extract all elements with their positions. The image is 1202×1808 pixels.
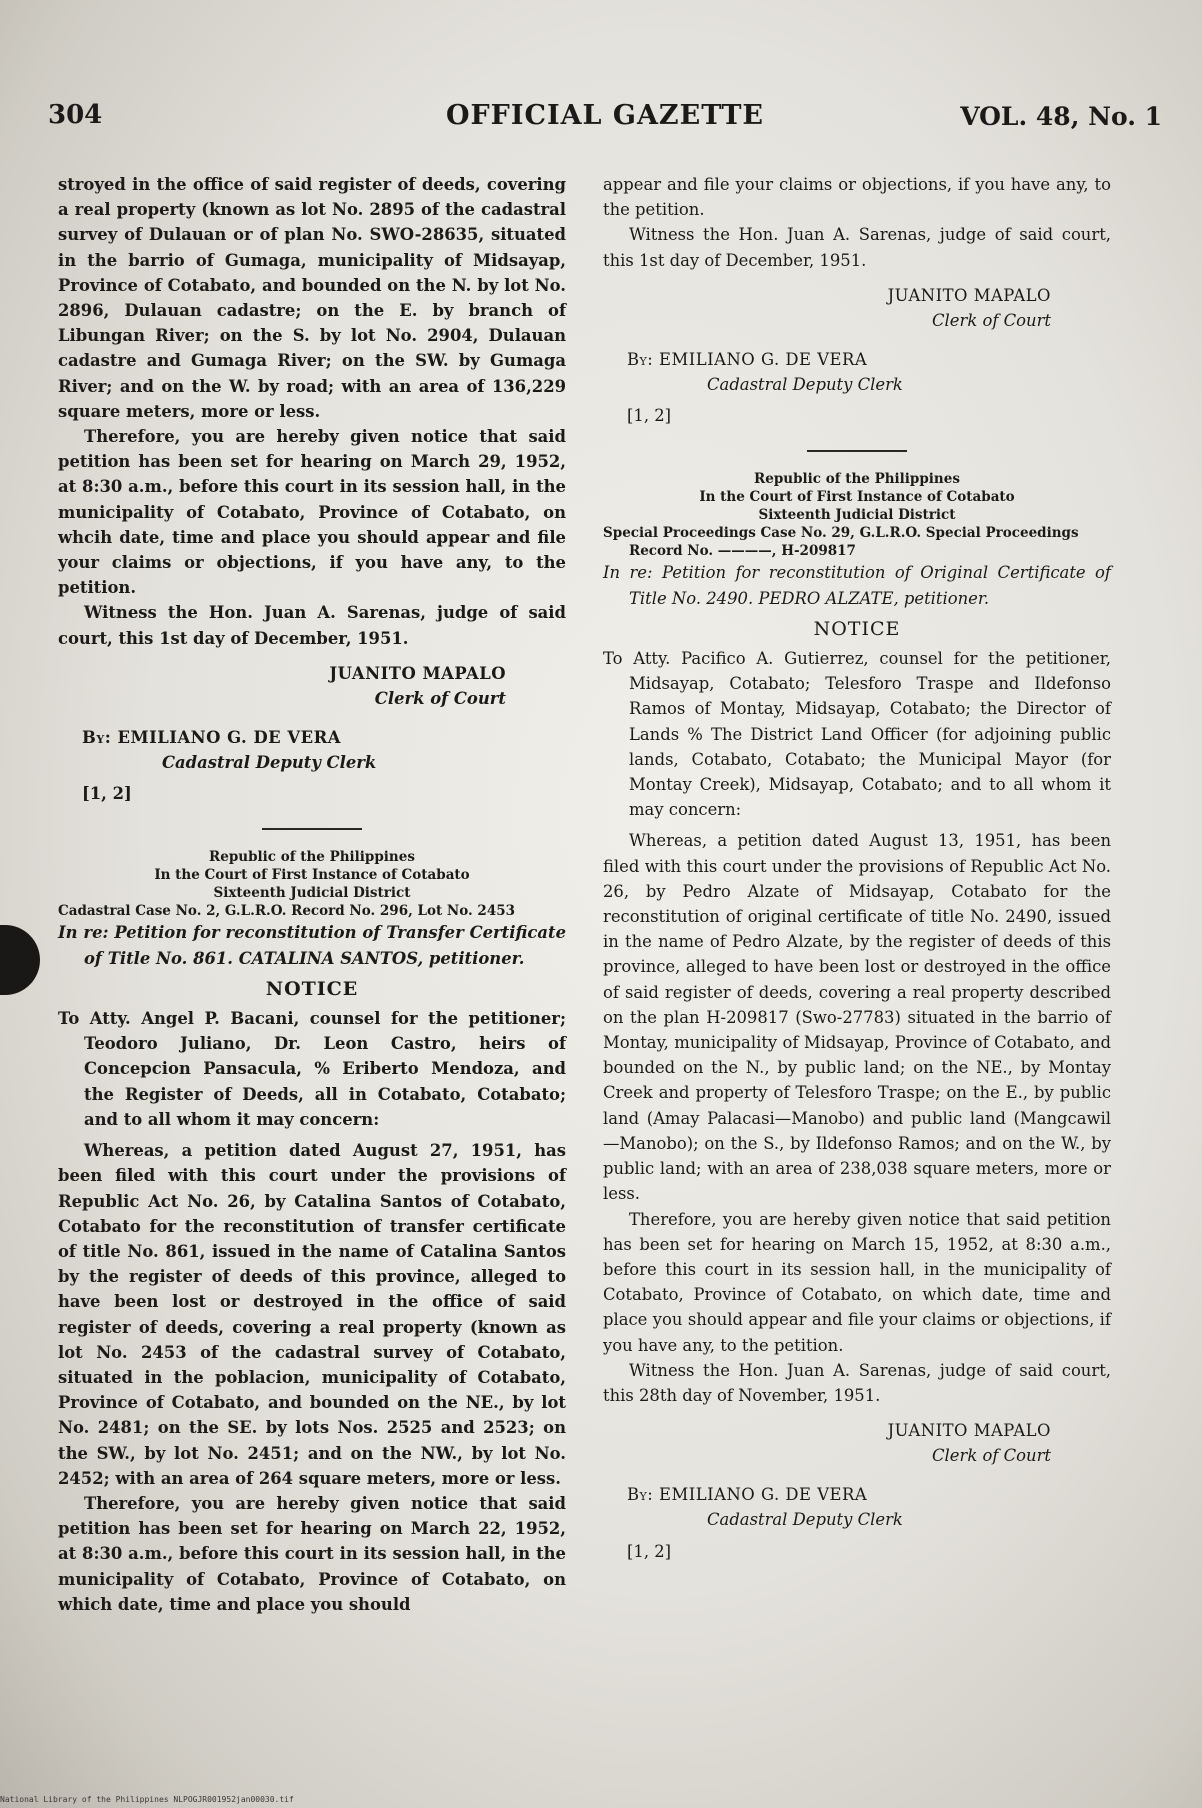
right-paragraph-4: Therefore, you are hereby given notice that said petition has been set for hearing on March 15, 1952, at 8:30 a.m., before this court in its session hall, in the municipality of Cotabato, Province of Cotabato, on which date, time and place you should appear and file your claims or objections, if you have any, to the petition. (603, 1209, 1111, 1355)
in-re: In re: Petition for reconstitution of Original Certificate of Title No. 2490. PEDRO ALZATE, petitioner. (603, 563, 1111, 608)
gazette-title: OFFICIAL GAZETTE (445, 100, 765, 131)
right-paragraph-2: Witness the Hon. Juan A. Sarenas, judge of said court, this 1st day of December, 1951. (603, 225, 1111, 270)
page-header (48, 100, 1162, 140)
right-by-block-1 (603, 347, 1111, 397)
court-line-3: Sixteenth Judicial District (758, 507, 956, 524)
volume-label: VOL. 48, No. 1 (960, 102, 1162, 131)
issue-bracket: [1, 2] (627, 1541, 672, 1561)
by-title: Cadastral Deputy Clerk (707, 1510, 903, 1530)
left-paragraph-5: Therefore, you are hereby given notice that said petition has been set for hearing on March 22, 1952, at 8:30 a.m., before this court in its session hall, in the municipality of Cotabato, Province of Cotabato, on which date, time and place you should (58, 1493, 566, 1614)
scan-artifact (0, 925, 40, 995)
issue-bracket: [1, 2] (82, 784, 132, 804)
left-by-block (58, 725, 566, 775)
case-number: Special Proceedings Case No. 29, G.L.R.O. Special Proceedings Record No. ————, H-209817 (603, 525, 1079, 560)
section-divider (262, 828, 362, 830)
left-paragraph-1: stroyed in the office of said register of deeds, covering a real property (known as lot No. 2895 of the cadastral survey of Dulauan or of plan No. SWO-28635, situated in the barrio of Gumaga, municipality of Midsayap, Province of Cotabato, and bounded on the N. by lot No. 2896, Dulauan cadastre; on the E. by branch of Libungan River; on the S. by lot No. 2904, Dulauan cadastre and Gumaga River; on the SW. by Gumaga River; and on the W. by road; with an area of 136,229 square meters, more or less. (58, 175, 566, 421)
left-paragraph-4: Whereas, a petition dated August 27, 1951, has been filed with this court under the provisions of Republic Act No. 26, by Catalina Santos of Cotabato, Cotabato for the reconstitution of transfer certificate of title No. 861, issued in the name of Catalina Santos by the register of deeds of this province, alleged to have been lost or destroyed in the office of said register of deeds, covering a real property (known as lot No. 2453 of the cadastral survey of Cotabato, situated in the poblacion, municipality of Cotabato, Province of Cotabato, and bounded on the NE., by lot No. 2481; on the SE. by lots Nos. 2525 and 2523; on the SW., by lot No. 2451; and on the NW., by lot No. 2452; with an area of 264 square meters, more or less. (58, 1141, 566, 1488)
left-paragraph-3: Witness the Hon. Juan A. Sarenas, judge of said court, this 1st day of December, 1951. (58, 603, 566, 648)
notice-heading: NOTICE (265, 977, 359, 1000)
scan-footer: National Library of the Philippines NLPOGJR001952jan00030.tif (0, 1795, 294, 1804)
court-line-2: In the Court of First Instance of Cotabato (154, 867, 470, 884)
court-line-1: Republic of the Philippines (754, 471, 960, 488)
section-divider (807, 450, 907, 452)
court-line-3: Sixteenth Judicial District (213, 885, 411, 902)
right-by-block-2 (603, 1482, 1111, 1532)
signatory-name: JUANITO MAPALO (329, 663, 506, 683)
signatory-title: Clerk of Court (932, 310, 1051, 330)
signatory-title: Clerk of Court (374, 688, 506, 708)
left-signature (58, 661, 566, 711)
by-title: Cadastral Deputy Clerk (707, 375, 903, 395)
right-paragraph-3: Whereas, a petition dated August 13, 1951, has been filed with this court under the provisions of Republic Act No. 26, by Pedro Alzate of Midsayap, Cotabato for the reconstitution of original certificate of title No. 2490, issued in the name of Pedro Alzate, by the register of deeds of this province, alleged to have been lost or destroyed in the office of said register of deeds, covering a real property described on the plan H-209817 (Swo-27783) situated in the barrio of Montay, municipality of Midsayap, Province of Cotabato, and bounded on the N., by public land; on the NE., by Montay Creek and property of Telesforo Traspe; on the E., by public land (Amay Palacasi—Manobo) and public land (Mangcawil—Manobo); on the S., by Ildefonso Ramos; and on the W., by public land; with an area of 238,038 square meters, more or less. (603, 831, 1111, 1204)
issue-bracket: [1, 2] (627, 406, 672, 426)
in-re: In re: Petition for reconstitution of Transfer Certificate of Title No. 861. CATALINA SANTOS, petitioner. (58, 923, 566, 968)
right-court-heading (603, 470, 1111, 524)
court-line-2: In the Court of First Instance of Cotabato (699, 489, 1015, 506)
by-title: Cadastral Deputy Clerk (162, 753, 377, 773)
signatory-name: JUANITO MAPALO (887, 1421, 1051, 1441)
notice-addressees: To Atty. Pacifico A. Gutierrez, counsel for the petitioner, Midsayap, Cotabato; Telesforo Traspe and Ildefonso Ramos of Montay, Midsayap, Cotabato; the Director of Lands % The District Land Officer (for adjoining public lands, Cotabato, Cotabato; the Municipal Mayor (for Montay Creek), Midsayap, Cotabato; and to all whom it may concern: (603, 649, 1111, 820)
page-number: 304 (48, 100, 103, 130)
notice-heading: NOTICE (813, 617, 901, 640)
signatory-title: Clerk of Court (932, 1446, 1051, 1466)
notice-addressees: To Atty. Angel P. Bacani, counsel for the petitioner; Teodoro Juliano, Dr. Leon Castro, heirs of Concepcion Pansacula, % Eriberto Mendoza, and the Register of Deeds, all in Cotabato, Cotabato; and to all whom it may concern: (58, 1009, 566, 1129)
left-paragraph-2: Therefore, you are hereby given notice that said petition has been set for hearing on March 29, 1952, at 8:30 a.m., before this court in its session hall, in the municipality of Cotabato, Province of Cotabato, on whcih date, time and place you should appear and file your claims or objections, if you have any, to the petition. (58, 427, 566, 598)
right-paragraph-5: Witness the Hon. Juan A. Sarenas, judge of said court, this 28th day of November, 1951. (603, 1360, 1111, 1405)
right-paragraph-1: appear and file your claims or objections, if you have any, to the petition. (603, 175, 1111, 220)
case-number: Cadastral Case No. 2, G.L.R.O. Record No. 296, Lot No. 2453 (58, 903, 515, 920)
by-name: By: EMILIANO G. DE VERA (627, 349, 868, 369)
right-signature-1 (603, 283, 1111, 333)
court-line-1: Republic of the Philippines (209, 849, 415, 866)
signatory-name: JUANITO MAPALO (887, 285, 1051, 305)
right-signature-2 (603, 1418, 1111, 1468)
by-name: By: EMILIANO G. DE VERA (82, 727, 341, 747)
right-column (603, 172, 1111, 1564)
left-column (58, 172, 566, 1617)
by-name: By: EMILIANO G. DE VERA (627, 1485, 868, 1505)
left-court-heading (58, 848, 566, 902)
